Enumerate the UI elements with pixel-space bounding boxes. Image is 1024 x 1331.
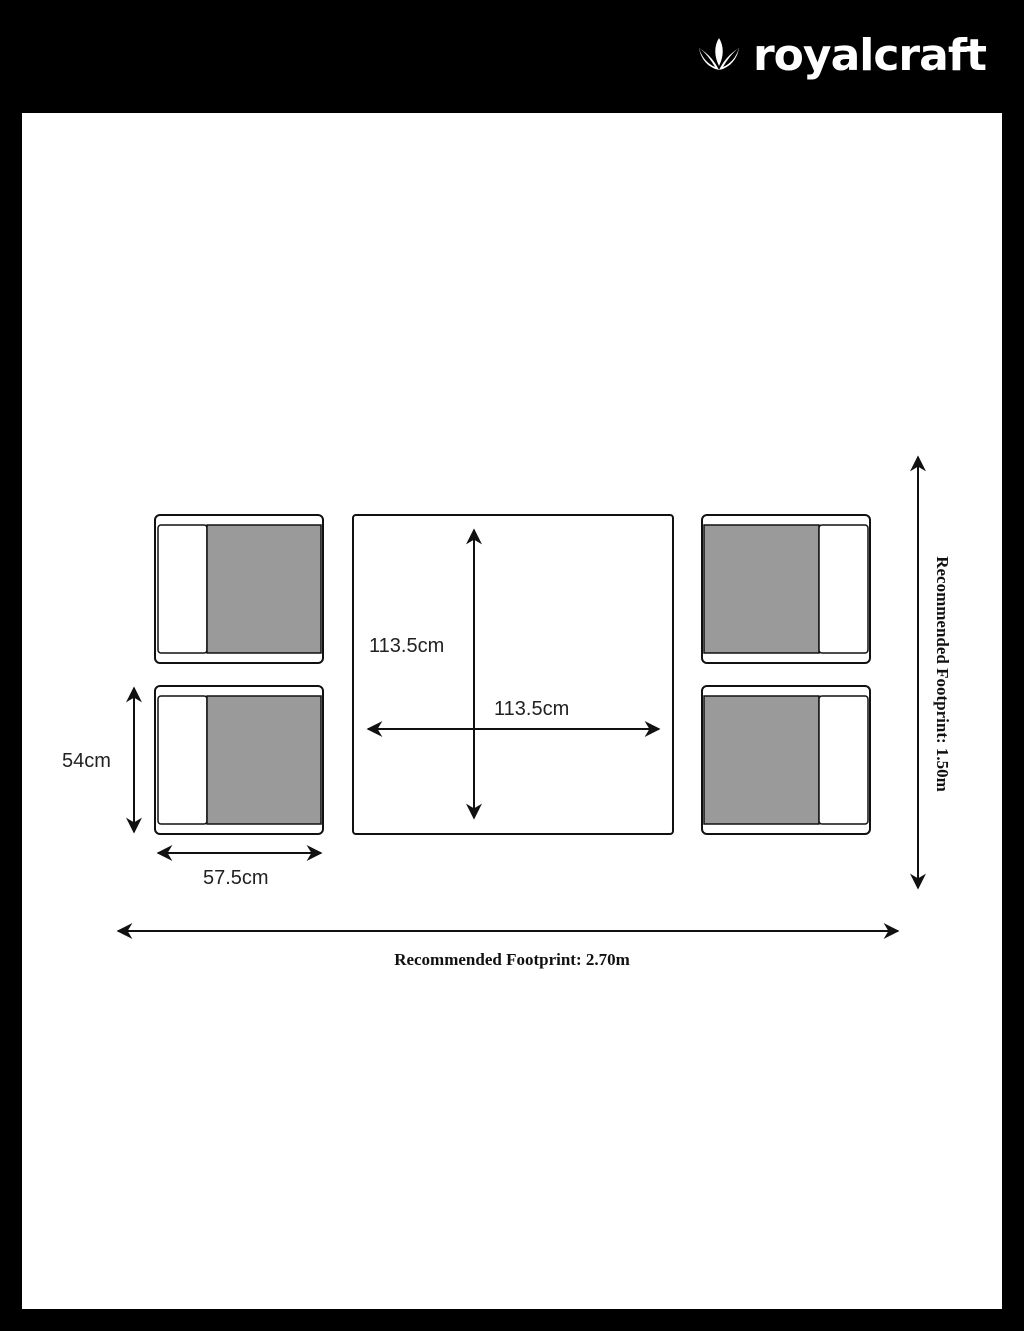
chair-left-bottom: [155, 686, 323, 834]
table-depth-label: 113.5cm: [369, 635, 445, 657]
seat-cushion: [207, 525, 321, 653]
brand-name: royalcraft: [752, 30, 986, 81]
chair-right-top: [702, 515, 870, 663]
chair-left-top: [155, 515, 323, 663]
seat-cushion: [704, 696, 819, 824]
footprint-width-label: Recommended Footprint: 2.70m: [394, 950, 630, 969]
seat-cushion: [704, 525, 819, 653]
chair-width-label: 57.5cm: [203, 867, 269, 889]
chair-depth-label: 54cm: [62, 750, 111, 772]
table-top: [353, 515, 673, 834]
chair-right-bottom: [702, 686, 870, 834]
seat-cushion: [207, 696, 321, 824]
table-width-label: 113.5cm: [494, 698, 570, 720]
footprint-depth-label: Recommended Footprint: 1.50m: [933, 556, 952, 792]
